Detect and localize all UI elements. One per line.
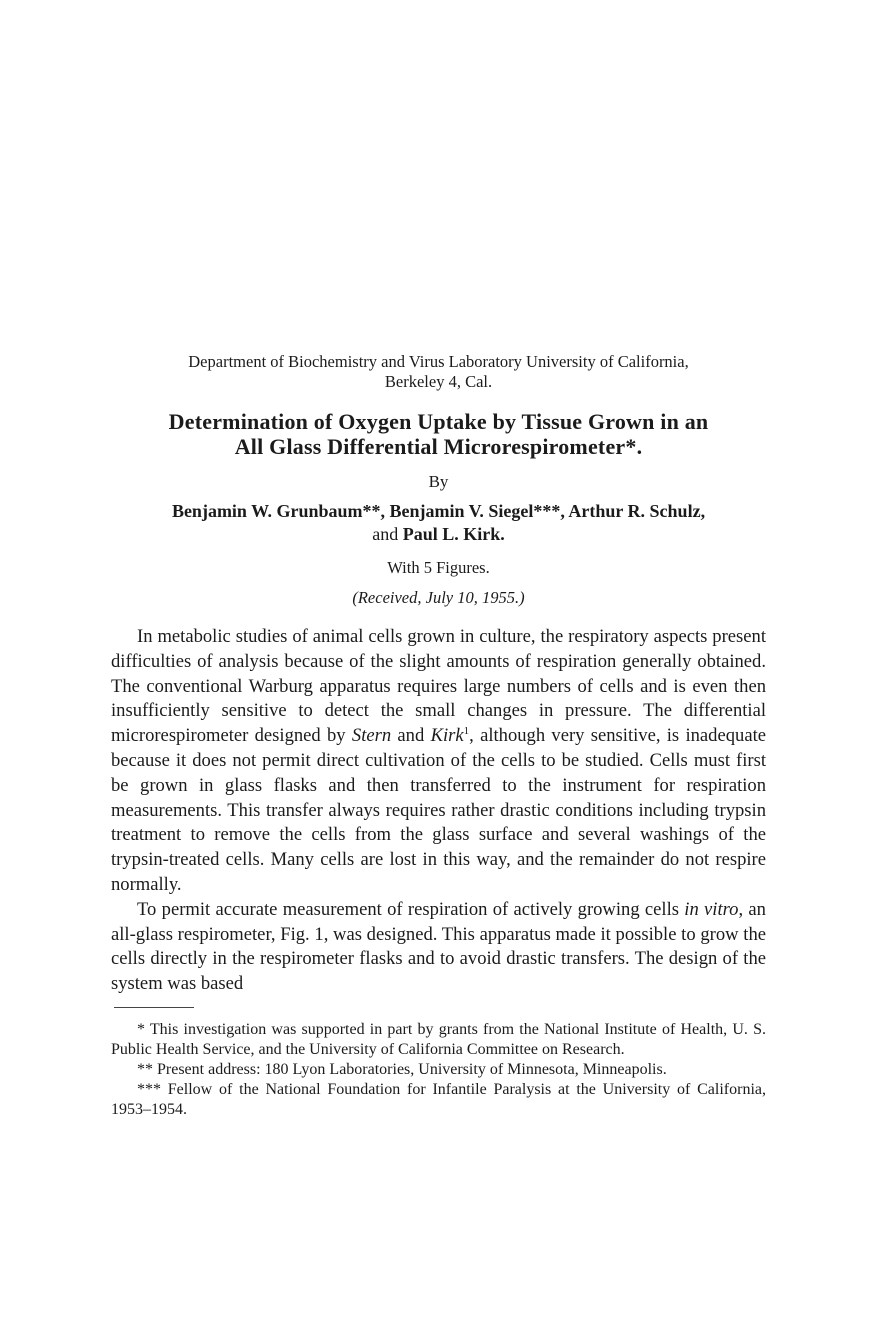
received-date: (Received, July 10, 1955.) (352, 588, 525, 607)
author-list-end: . (500, 524, 505, 544)
paragraph-1 (111, 625, 766, 898)
by-line: By (428, 472, 449, 491)
affiliation (111, 352, 766, 392)
author-siegel: Benjamin V. Siegel*** (389, 501, 561, 521)
footnote-3: *** Fellow of the National Foundation for Infantile Paralysis at the University of California, 1953–1954. (111, 1080, 766, 1118)
paragraph-1-and: and (391, 725, 431, 747)
title-line-2: All Glass Differential Microrespirometer*. (234, 434, 643, 459)
paragraph-2-text-a: To permit accurate measurement of respiration of actively growing cells (137, 898, 685, 920)
author-ref-kirk: Kirk (430, 725, 464, 747)
footnote-2: ** Present address: 180 Lyon Laboratories, University of Minnesota, Minneapolis. (137, 1060, 667, 1078)
figures-note: With 5 Figures. (387, 558, 490, 577)
author-grunbaum: Benjamin W. Grunbaum** (171, 501, 381, 521)
authors-line-2 (111, 523, 766, 546)
footnote-divider (114, 1007, 194, 1008)
authors-line-1 (111, 500, 766, 523)
author-separator: , (560, 501, 569, 521)
paragraph-2 (111, 898, 766, 997)
affiliation-line-1: Department of Biochemistry and Virus Laboratory University of California, (188, 352, 689, 371)
author-kirk: Paul L. Kirk (402, 524, 501, 544)
in-vitro-term: in vitro (684, 898, 739, 920)
title-line-1: Determination of Oxygen Uptake by Tissue Grown in an (168, 409, 709, 434)
author-separator: , (380, 501, 390, 521)
author-list (111, 500, 766, 546)
paragraph-1-text-a: In metabolic studies of animal cells grown in culture, the respiratory aspects present difficulties of analysis because of the slight amounts of respiration generally obtained. The conventional Warburg apparatus requires large numbers of cells and is even then insufficiently sensitive to detect the small changes in pressure. The differential microrespirometer designed by (111, 626, 766, 747)
footnote-1: * This investigation was supported in part by grants from the National Institute of Health, U. S. Public Health Service, and the University of California Committee on Research. (111, 1020, 766, 1058)
article-title (111, 409, 766, 459)
reference-marker: 1 (463, 725, 470, 737)
footnotes (111, 1020, 766, 1120)
paragraph-2-text-b: , an all-glass respirometer, Fig. 1, was designed. This apparatus made it possible to grow the cells directly in the respirometer flasks and to avoid drastic transfers. The design of the system was based (111, 898, 766, 995)
author-separator: , (700, 501, 706, 521)
paper-page (111, 352, 766, 1120)
affiliation-line-2: Berkeley 4, Cal. (384, 372, 493, 391)
author-ref-stern: Stern (351, 725, 392, 747)
author-conjunction: and (372, 524, 399, 544)
paragraph-1-text-b: , although very sensitive, is inadequate because it does not permit direct cultivation of the cells to be studied. Cells must first be grown in glass flasks and then transferred to the instrument for respiration measurements. This transfer always requires rather drastic conditions including trypsin treatment to remove the cells from the glass surface and several washings of the trypsin-treated cells. Many cells are lost in this way, and the remainder do not respire normally. (111, 725, 766, 895)
author-schulz: Arthur R. Schulz (568, 501, 701, 521)
body-text (111, 625, 766, 997)
